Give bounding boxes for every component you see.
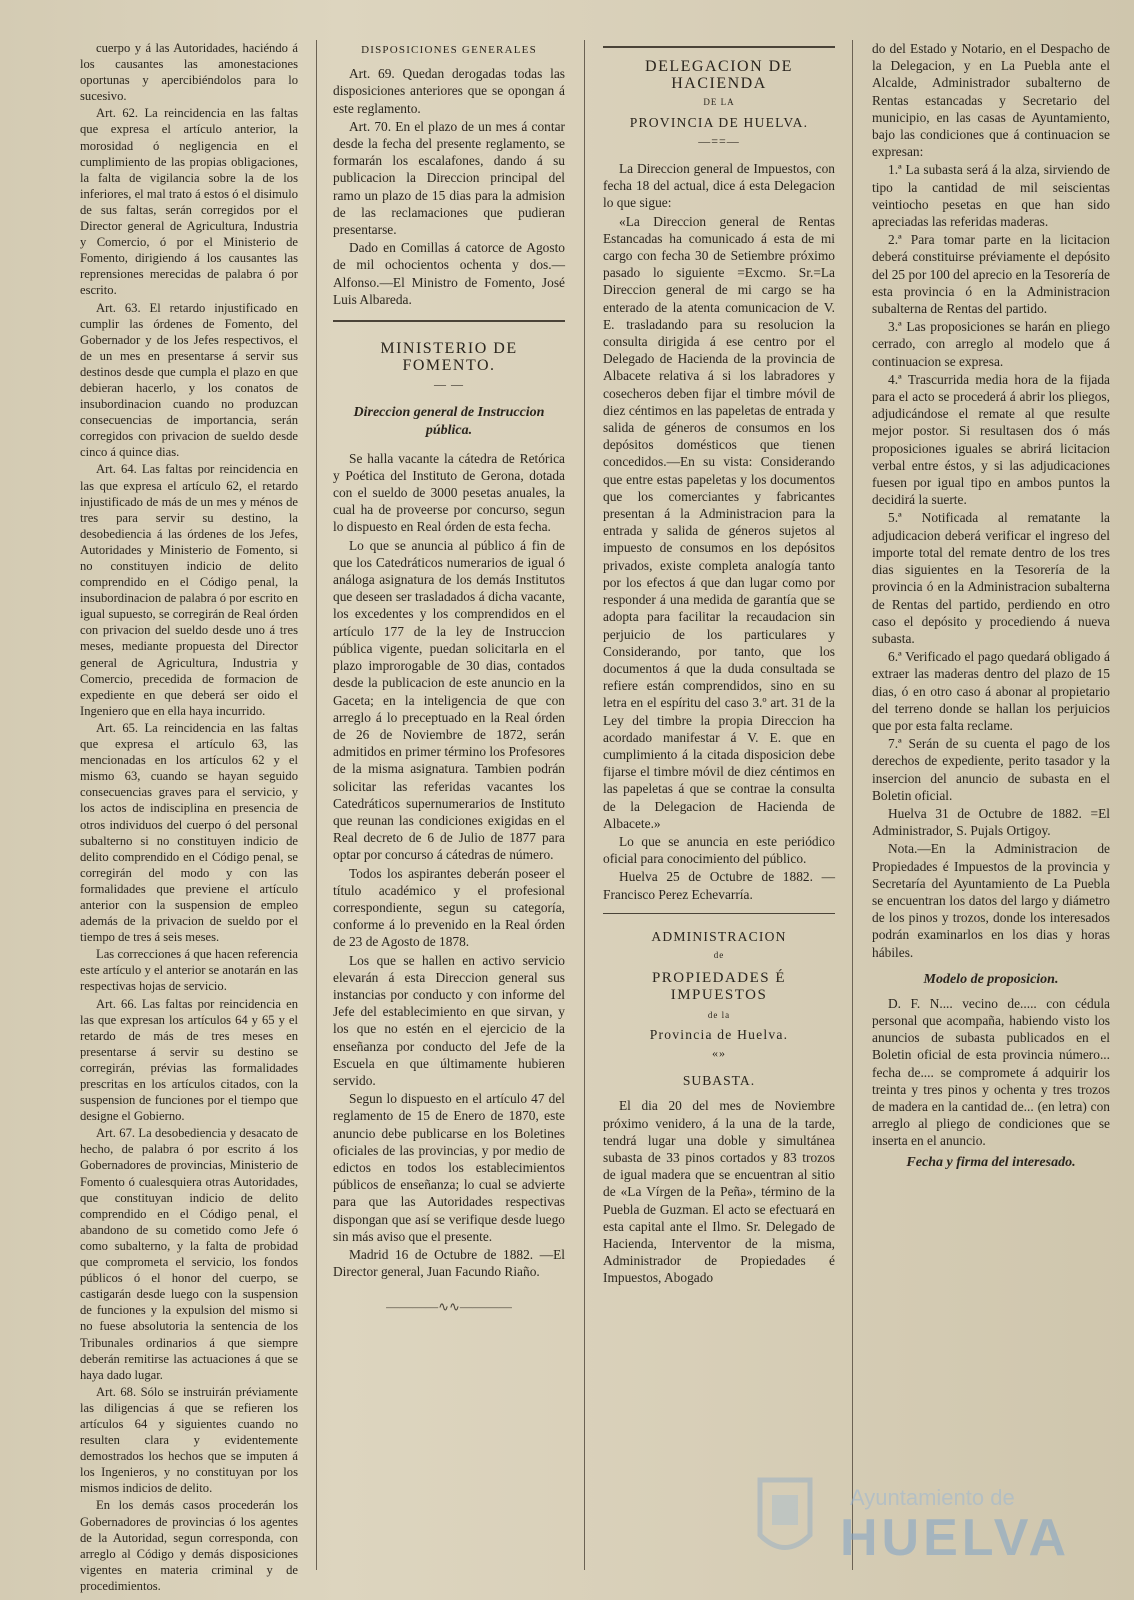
delegation-province: PROVINCIA DE HUELVA. — [629, 114, 809, 130]
paragraph: El dia 20 del mes de Noviembre próximo venidero, á la una de la tarde, tendrá lugar una doble y simultánea subasta de 33 pinos cortados y 83 trozos de igual madera que se encuentran al sitio de «La Vírgen de la Peña», término de la Puebla de Guzman. El acto se efectuará en esta capital ante el Ilmo. Sr. Delegado de Hacienda, Interventor de la misma, Administrador de Propiedades é Impuestos, Abogado — [603, 1098, 835, 1286]
modelo-heading: Modelo de proposicion. — [923, 971, 1059, 987]
paragraph: cuerpo y á las Autoridades, haciéndo á los causantes las amonestaciones oportunas y apercibiéndolos para lo sucesivo. — [80, 41, 298, 104]
subasta-heading: SUBASTA. — [682, 1073, 756, 1089]
paragraph: 3.ª Las proposiciones se harán en pliego cerrado, con arreglo al modelo que á continuacion se expresa. — [872, 319, 1110, 369]
paragraph: La Direccion general de Impuestos, con fecha 18 del actual, dice á esta Delegacion lo que sigue: — [603, 161, 835, 211]
ministry-title: MINISTERIO DE FOMENTO. — [380, 340, 518, 375]
section-rule — [603, 913, 835, 914]
paragraph: Art. 65. La reincidencia en las faltas que expresa el artículo 63, las mencionadas en los artículos 62 y el mismo 63, cuando se hayan seguido consecuencias graves para el servicio, y los actos de indisciplina en presencia de otros individuos del cuerpo ó del personal subalterno si no constituyen indicio de delito comprendido en el Código penal, se corregirán del modo y con las formalidades que previene el artículo anterior con la suspension de empleo además de la privacion de sueldo por el tiempo de tres á seis meses. — [80, 720, 298, 945]
section-rule — [333, 320, 565, 322]
paragraph: «La Direccion general de Rentas Estancadas ha comunicado á esta de mi cargo con fecha 30 de Setiembre próximo pasado lo siguiente =Excmo. Sr.=La Direccion general de mi cargo se ha enterado de la atenta comunicacion de V. E. trasladando para su resolucion la consulta dirigida á ese centro por el Delegado de Hacienda de la provincia de Albacete relativa á si los labradores y cosecheros deben fijar el timbre móvil de diez céntimos en las papeletas de entrada y salida de géneros de consumos en los depósitos domésticos que tienen concedidos.—En su vista: Considerando que entre estas papeletas y los documentos que los comerciantes y fabricantes presentan á la Administracion para la entrada y salida de géneros sujetos al impuesto de consumos en los depósitos privados, existe completa analogía tanto por los efectos á que dan lugar como por responder á una medida de garantía que se adopta para facilitar la recaudacion sin perjuicio de los particulares y Considerando, por tanto, que los documentos á que la duda consultada se refiere están comprendidos, sino en su letra en el espíritu del caso 3.º art. 31 de la Ley del timbre la propia Direccion ha acordado manifestar á V. E. que en cumplimiento á la citada disposicion debe fijarse el timbre móvil de diez céntimos en las papeletas á que se contrae la consulta de la Delegacion de Hacienda de Albacete.» — [603, 213, 835, 831]
column-divider — [584, 40, 585, 1570]
paragraph: Dado en Comillas á catorce de Agosto de mil ochocientos ochenta y dos.—Alfonso.—El Ministro de Fomento, José Luis Albareda. — [333, 240, 565, 307]
admin-title: ADMINISTRACION — [651, 928, 787, 944]
column-3 — [603, 40, 835, 1580]
column-divider — [852, 40, 853, 1570]
paragraph: Art. 66. Las faltas por reincidencia en las que expresan los artículos 64 y 65 y el retardo de más de tres meses en presentarse á servir su destino se corregirán, prévias las formalidades prescritas en los artículos citados, con la suspension de funciones por el tiempo que designe el Gobierno. — [80, 996, 298, 1124]
paragraph: Art. 67. La desobediencia y desacato de hecho, de palabra ó por escrito á los Gobernadores de provincias, Ministerio de Fomento ó cualesquiera otras Autoridades, que constituyan indicio de delito comprendido en el Código penal, el abandono de su cometido como Jefe ó como subalterno, y la falta de probidad que comprometa el servicio, los fondos públicos ó el honor del cuerpo, se castigarán desde luego con la suspension de funciones y la expulsion del mismo si no fuese absolutoria la sentencia de los Tribunales ordinarios á que siempre deberán remitirse las actuaciones á que se haya dado lugar. — [80, 1126, 298, 1382]
paragraph: do del Estado y Notario, en el Despacho de la Delegacion, y en La Puebla ante el Alcalde, Administrador subalterno de Rentas estancadas y Secretario del municipio, en las casas de Ayuntamiento, bajo las condiciones que á continuacion se expresan: — [872, 41, 1110, 160]
ministry-dash: — — — [434, 377, 464, 392]
column-4 — [872, 40, 1110, 1580]
paragraph: Art. 70. En el plazo de un mes á contar desde la fecha del presente reglamento, se formarán los escalafones, dando á su publicacion la Direccion principal del ramo un plazo de 15 dias para la admision de las reclamaciones que pudieran presentarse. — [333, 118, 565, 238]
modelo-signature: Fecha y firma del interesado. — [906, 1154, 1076, 1170]
paragraph: Se halla vacante la cátedra de Retórica y Poética del Instituto de Gerona, dotada con el sueldo de 3000 pesetas anuales, la cual ha de proveerse por concurso, segun lo dispuesto en Real órden de esta fecha. — [333, 450, 565, 535]
watermark-line-1: Ayuntamiento de — [850, 1485, 1015, 1510]
paragraph: 5.ª Notificada al rematante la adjudicacion deberá verificar el ingreso del importe total del remate dentro de los tres dias siguientes en la Tesorería de la provincia ó en la Administracion subalterna de Rentas del partido, perdiendo en otro caso el depósito y procediendo á nueva subasta. — [872, 510, 1110, 646]
top-rule — [603, 46, 835, 48]
paragraph: Art. 69. Quedan derogadas todas las disposiciones anteriores que se opongan á este reglamento. — [333, 66, 565, 116]
column-1 — [80, 40, 298, 1593]
paragraph: 7.ª Serán de su cuenta el pago de los derechos de expediente, perito tasador y la insercion del anuncio de subasta en el Boletin oficial. — [872, 736, 1110, 803]
delegation-sub: DE LA — [703, 97, 735, 108]
subheading: Direccion general de Instruccion pública. — [353, 404, 545, 438]
signature: Huelva 25 de Octubre de 1882. —Francisco Perez Echevarría. — [603, 869, 835, 902]
paragraph: Art. 68. Sólo se instruirán préviamente las diligencias á que se refieren los artículos 64 y siguientes cuando no resulten clara y evidentemente demostrados los hechos que se imputen á los Ingenieros, y no constituyan por los mismos indicios de delito. — [80, 1384, 298, 1496]
watermark-line-2: HUELVA — [840, 1509, 1071, 1567]
paragraph: En los demás casos procederán los Gobernadores de provincias ó los agentes de la Autoridad, segun corresponda, con arreglo al Código y demás disposiciones vigentes en materia criminal y de procedimientos. — [80, 1498, 298, 1593]
paragraph: Nota.—En la Administracion de Propiedades é Impuestos de la provincia y Secretaría del Ayuntamiento de La Puebla se encuentran los datos del largo y diámetro de los pinos y trozos, donde los interesados podrán examinarlos en los dias y horas hábiles. — [872, 841, 1110, 960]
section-title: DISPOSICIONES GENERALES — [361, 44, 537, 56]
paragraph: Art. 64. Las faltas por reincidencia en las que expresa el artículo 62, el retardo injustificado de más de un mes y ménos de tres para servir su destino, la desobediencia á las órdenes de los Jefes, Autoridades y Ministerio de Fomento, si no constituyen indicio de delito comprendido en el Código penal, la insubordinacion de palabra ó por escrito en igual supuesto, se corregirán de Real órden con privacion del sueldo desde uno á tres meses, mediante propuesta del Director general de Agricultura, Industria y Comercio, precedida de formacion de expediente en que deberá ser oido el Ingeniero que en ella haya incurrido. — [80, 462, 298, 718]
admin-de: de — [713, 949, 725, 960]
paragraph: 1.ª La subasta será á la alza, sirviendo de tipo la cantidad de mil seiscientas veintiocho pesetas en que han sido apreciadas las referidas maderas. — [872, 162, 1110, 230]
column-2 — [333, 40, 565, 1580]
paragraph: Las correcciones á que hacen referencia este artículo y el anterior se anotarán en las respectivas hojas de servicio. — [80, 947, 298, 994]
paragraph: Art. 63. El retardo injustificado en cumplir las órdenes de Fomento, del Gobernador y de los Jefes respectivos, el de un mes en presentarse á servir sus destinos desde que cumpla el plazo en que debieran hacerlo, y los conatos de insubordinacion cuando no produzcan consecuencias de importancia, serán corregidos con privacion de sueldo desde cinco á quince dias. — [80, 300, 298, 460]
admin-title-2: PROPIEDADES É IMPUESTOS — [651, 970, 787, 1004]
paragraph: 6.ª Verificado el pago quedará obligado á extraer las maderas dentro del plazo de 15 dias, ó en otro caso á abonar al propietario del terreno donde se hallan los perjuicios que por esta falta reclame. — [872, 649, 1110, 733]
end-ornament: ————∿∿———— — [386, 1299, 512, 1315]
paragraph: 2.ª Para tomar parte en la licitacion deberá constituirse préviamente el depósito del 25 por 100 del aprecio en la Tesorería de esta provincia ó en la Administracion subalterna de Rentas del partido. — [872, 232, 1110, 317]
admin-ornament: «» — [712, 1045, 726, 1060]
paragraph: Huelva 31 de Octubre de 1882. =El Administrador, S. Pujals Ortigoy. — [872, 805, 1110, 839]
delegation-title: DELEGACION DE HACIENDA — [645, 58, 793, 93]
paragraph: 4.ª Trascurrida media hora de la fijada para el acto se procederá á abrir los pliegos, adjudicándose el remate al que resulte mejor postor. Si resultasen dos ó más proposiciones iguales se abrirá licitacion verbal entre éstos, y si las adjudicaciones fuesen por igual tipo en ambos puntos la decidirá la suerte. — [872, 371, 1110, 508]
delegation-dash: —==— — [698, 133, 740, 148]
paragraph: Lo que se anuncia al público á fin de que los Catedráticos numerarios de igual ó análoga asignatura de los demás Institutos que deseen ser trasladados á dicha vacante, los excedentes y los comprendidos en el artículo 177 de la ley de Instruccion pública vigente, puedan solicitarla en el plazo improrogable de 30 dias, contados desde la publicacion de este anuncio en la Gaceta; en la inteligencia de que con arreglo á lo preceptuado en la Real órden de 26 de Noviembre de 1872, serán admitidos en primer término los Profesores de la misma asignatura. Tambien podrán solicitar las referidas vacantes los Catedráticos supernumerarios de Instituto que reunan las condiciones exigidas en el Real decreto de 6 de Julio de 1877 para optar por concurso á cátedras de número. — [333, 537, 565, 863]
paragraph: Lo que se anuncia en este periódico oficial para conocimiento del público. — [603, 833, 835, 867]
paragraph: Segun lo dispuesto en el artículo 47 del reglamento de 15 de Enero de 1870, este anuncio debe publicarse en los Boletines oficiales de las provincias, y por medio de edictos en todos los establecimientos públicos de enseñanza; lo cual se advierte para que las Autoridades respectivas dispongan que así se verifique desde luego sin más aviso que el presente. — [333, 1091, 565, 1244]
paragraph: Los que se hallen en activo servicio elevarán á esta Direccion general sus instancias por conducto y con informe del Jefe del establecimiento en que sirvan, y los que no estén en el ejercicio de la enseñanza por conducto del Jefe de la Escuela en que últimamente hubieren servido. — [333, 952, 565, 1088]
paragraph: Todos los aspirantes deberán poseer el título académico y el profesional correspondiente, segun su categoría, conforme á lo prevenido en la Real órden de 23 de Agosto de 1878. — [333, 865, 565, 950]
paragraph: Art. 62. La reincidencia en las faltas que expresa el artículo anterior, la morosidad ó negligencia en el cumplimiento de las propias obligaciones, la falta de vigilancia sobre la de los inferiores, el mal trato á estos ó el disimulo de sus faltas, serán corregidos por el Director general de Agricultura, Industria y Comercio, ó por el Ministerio de Fomento, dirigiendo á los causantes las reprensiones merecidas de palabra ó por escrito. — [80, 106, 298, 298]
column-divider — [316, 40, 317, 1570]
admin-province: Provincia de Huelva. — [649, 1026, 789, 1042]
admin-dela: de la — [707, 1009, 731, 1020]
paragraph: D. F. N.... vecino de..... con cédula personal que acompaña, habiendo visto los anuncios de subasta publicados en el Boletin oficial de esta provincia número... fecha de.... se compromete á adquirir los treinta y tres pinos y ochenta y tres trozos de madera en la cantidad de... (en letra) con arreglo al pliego de condiciones que se inserta en el anuncio. — [872, 995, 1110, 1149]
signature: Madrid 16 de Octubre de 1882. —El Director general, Juan Facundo Riaño. — [333, 1247, 565, 1280]
